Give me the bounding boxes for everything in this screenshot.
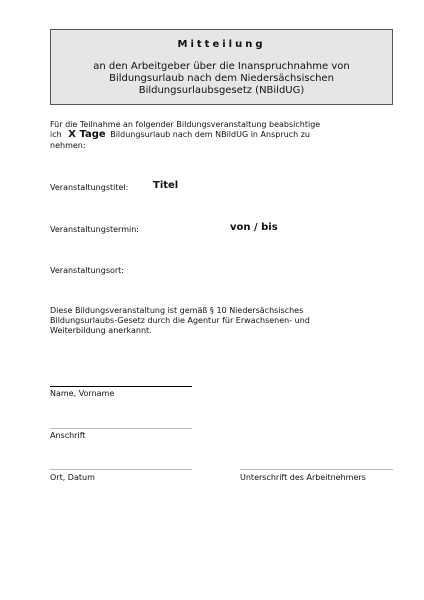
intro-suffix: Bildungsurlaub nach dem NBildUG in Anspruch zu (110, 130, 310, 139)
intro-line-1: Für die Teilnahme an folgender Bildungsveranstaltung beabsichtige (50, 120, 321, 129)
intro-line-2 (50, 130, 310, 140)
signature-line (240, 469, 393, 470)
event-title-label: Veranstaltungstitel: (50, 183, 129, 192)
place-date-label: Ort, Datum (50, 473, 95, 482)
employee-signature-label: Unterschrift des Arbeitnehmers (240, 473, 366, 482)
header-box (50, 29, 393, 105)
document-title: Mitteilung (177, 39, 266, 50)
recognition-line: Weiterbildung anerkannt. (50, 326, 152, 335)
event-place-label: Veranstaltungsort: (50, 266, 125, 275)
event-date-label: Veranstaltungstermin: (50, 225, 139, 234)
event-title-value[interactable]: Titel (153, 180, 179, 191)
address-label: Anschrift (50, 431, 86, 440)
recognition-line: Bildungsurlaubs-Gesetz durch die Agentur für Erwachsenen- und (50, 316, 310, 325)
place-date-line (50, 469, 192, 470)
days-placeholder[interactable]: X Tage (68, 129, 106, 140)
address-line (50, 428, 192, 429)
name-line (50, 386, 192, 387)
name-label: Name, Vorname (50, 389, 115, 398)
intro-line-3: nehmen: (50, 141, 86, 150)
subtitle-line: Bildungsurlaubsgesetz (NBildUG) (138, 85, 305, 96)
document-subtitle (51, 61, 392, 97)
subtitle-line: an den Arbeitgeber über die Inanspruchnahme von (93, 61, 350, 72)
recognition-line: Diese Bildungsveranstaltung ist gemäß § 10 Niedersächsisches (50, 306, 304, 315)
event-date-value[interactable]: von / bis (230, 222, 278, 233)
intro-prefix: ich (50, 130, 62, 139)
subtitle-line: Bildungsurlaub nach dem Niedersächsischen (109, 73, 334, 84)
